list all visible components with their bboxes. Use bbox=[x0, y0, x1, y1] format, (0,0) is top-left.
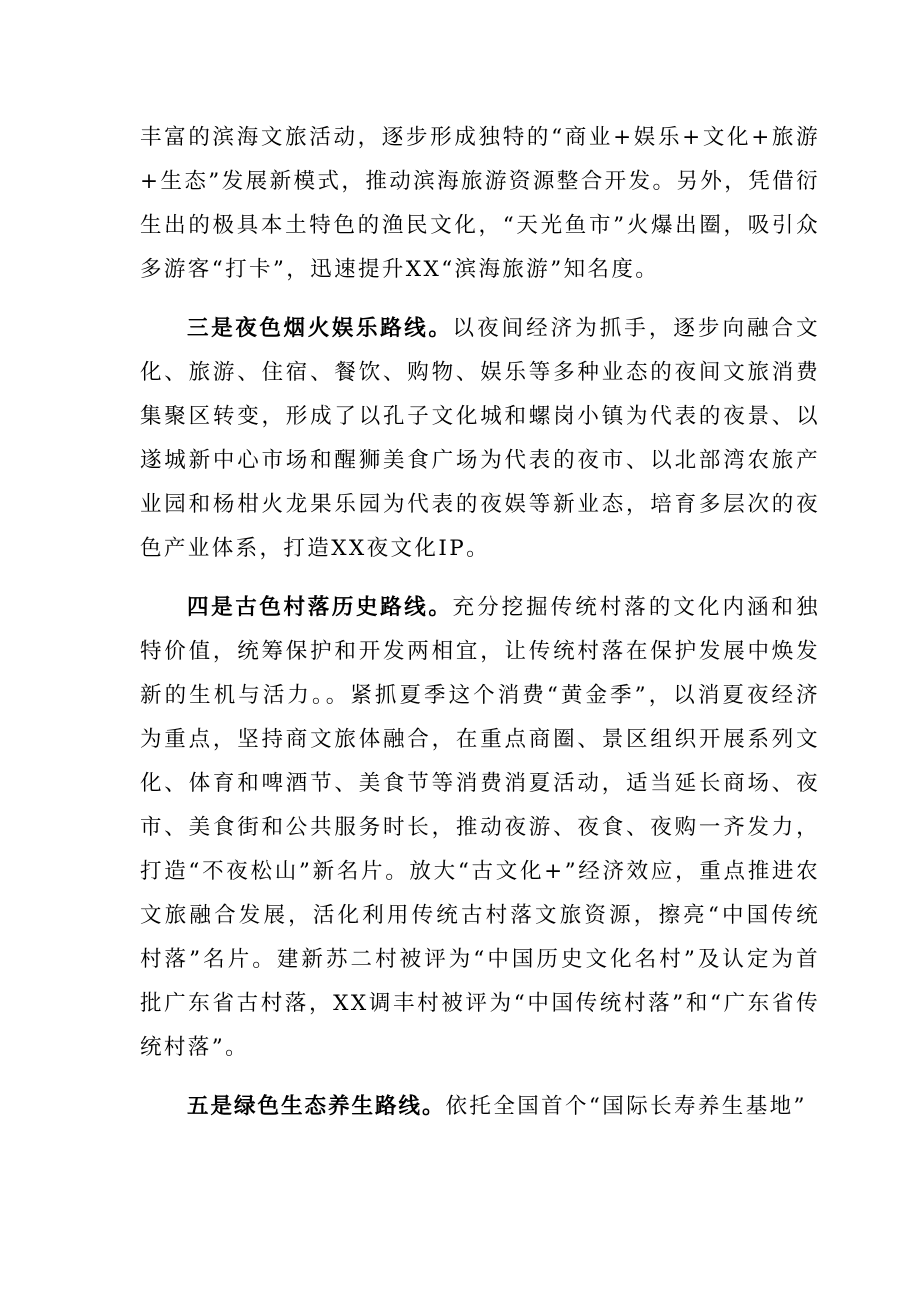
paragraph-text: 以夜间经济为抓手，逐步向融合文化、旅游、住宿、餐饮、购物、娱乐等多种业态的夜间文旅消费集聚区转变，形成了以孔子文化城和螺岗小镇为代表的夜景、以遂城新中心市场和醒狮美食广场为代表的夜市、以北部湾农旅产业园和杨柑火龙果乐园为代表的夜娱等新业态，培育多层次的夜色产业体系，打造XX夜文化IP。 bbox=[140, 316, 820, 561]
paragraph-coastal-tourism bbox=[140, 116, 820, 292]
paragraph-text: 依托全国首个“国际长寿养生基地” bbox=[445, 1094, 807, 1119]
paragraph-heading: 三是夜色烟火娱乐路线。 bbox=[187, 316, 453, 341]
paragraph-text: 充分挖掘传统村落的文化内涵和独特价值，统筹保护和开发两相宜，让传统村落在保护发展中焕发新的生机与活力。。紧抓夏季这个消费“黄金季”，以消夏夜经济为重点，坚持商文旅体融合，在重点商圈、景区组织开展系列文化、体育和啤酒节、美食节等消费消夏活动，适当延长商场、夜市、美食街和公共服务时长，推动夜游、夜食、夜购一齐发力，打造“不夜松山”新名片。放大“古文化+”经济效应，重点推进农文旅融合发展，活化利用传统古村落文旅资源，擦亮“中国传统村落”名片。建新苏二村被评为“中国历史文化名村”及认定为首批广东省古村落，XX调丰村被评为“中国传统村落”和“广东省传统村落”。 bbox=[140, 595, 820, 1060]
paragraph-night-route bbox=[140, 307, 820, 571]
paragraph-heading: 五是绿色生态养生路线。 bbox=[187, 1094, 446, 1119]
paragraph-heading: 四是古色村落历史路线。 bbox=[187, 595, 453, 620]
document-body bbox=[140, 116, 820, 1144]
paragraph-village-route bbox=[140, 586, 820, 1070]
paragraph-text: 丰富的滨海文旅活动，逐步形成独特的“商业+娱乐+文化+旅游+生态”发展新模式，推动滨海旅游资源整合开发。另外，凭借衍生出的极具本土特色的渔民文化，“天光鱼市”火爆出圈，吸引众多游客“打卡”，迅速提升XX“滨海旅游”知名度。 bbox=[140, 125, 820, 282]
paragraph-green-route bbox=[140, 1085, 820, 1129]
